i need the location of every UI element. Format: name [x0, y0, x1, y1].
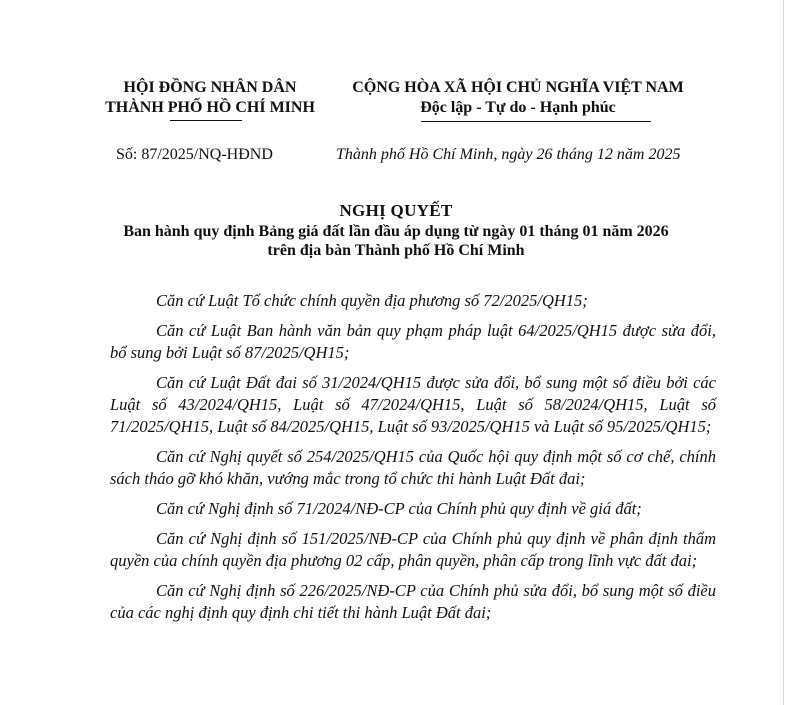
legal-basis-paragraph: Căn cứ Nghị định số 226/2025/NĐ-CP của Chính phủ sửa đổi, bổ sung một số điều của các nghị định quy định chi tiết thi hành Luật Đất đai;	[110, 581, 716, 622]
agency-underline	[170, 120, 242, 121]
document-title-block	[0, 200, 792, 260]
legal-basis-paragraph: Căn cứ Luật Tổ chức chính quyền địa phương số 72/2025/QH15;	[156, 291, 588, 310]
agency-line-1: HỘI ĐỒNG NHÂN DÂN	[123, 79, 297, 96]
nation-motto: Độc lập - Tự do - Hạnh phúc	[420, 99, 616, 116]
subject-line-1: Ban hành quy định Bảng giá đất lần đầu áp dụng từ ngày 01 tháng 01 năm 2026	[123, 223, 669, 240]
legal-basis-paragraph: Căn cứ Nghị định số 71/2024/NĐ-CP của Chính phủ quy định về giá đất;	[156, 499, 642, 518]
legal-basis-paragraph: Căn cứ Luật Đất đai số 31/2024/QH15 được sửa đổi, bổ sung một số điều bởi các Luật số 43/2024/QH15, Luật số 47/2024/QH15, Luật số 58/2024/QH15, Luật số 71/2025/QH15, Luật số 84/2025/QH15, Luật số 93/2025/QH15 và Luật số 95/2025/QH15;	[110, 373, 716, 436]
page-edge	[783, 0, 784, 705]
legal-basis-paragraph: Căn cứ Luật Ban hành văn bản quy phạm pháp luật 64/2025/QH15 được sửa đổi, bổ sung bởi Luật số 87/2025/QH15;	[110, 321, 716, 362]
legal-basis-paragraph: Căn cứ Nghị quyết số 254/2025/QH15 của Quốc hội quy định một số cơ chế, chính sách tháo gỡ khó khăn, vướng mắc trong tổ chức thi hành Luật Đất đai;	[110, 447, 716, 488]
document-type: NGHỊ QUYẾT	[339, 201, 453, 220]
document-body	[110, 290, 716, 632]
subject-line-2: trên địa bàn Thành phố Hồ Chí Minh	[267, 242, 525, 259]
motto-underline	[421, 121, 651, 122]
nation-line-1: CỘNG HÒA XÃ HỘI CHỦ NGHĨA VIỆT NAM	[352, 79, 684, 96]
agency-line-2: THÀNH PHỐ HỒ CHÍ MINH	[105, 99, 315, 116]
issuing-agency	[60, 78, 360, 118]
document-number: Số: 87/2025/NQ-HĐND	[116, 146, 273, 163]
national-heading	[318, 78, 718, 118]
place-and-date: Thành phố Hồ Chí Minh, ngày 26 tháng 12 năm 2025	[336, 146, 681, 163]
legal-basis-paragraph: Căn cứ Nghị định số 151/2025/NĐ-CP của Chính phủ quy định về phân định thẩm quyền của chính quyền địa phương 02 cấp, phân quyền, phân cấp trong lĩnh vực đất đai;	[110, 529, 716, 570]
